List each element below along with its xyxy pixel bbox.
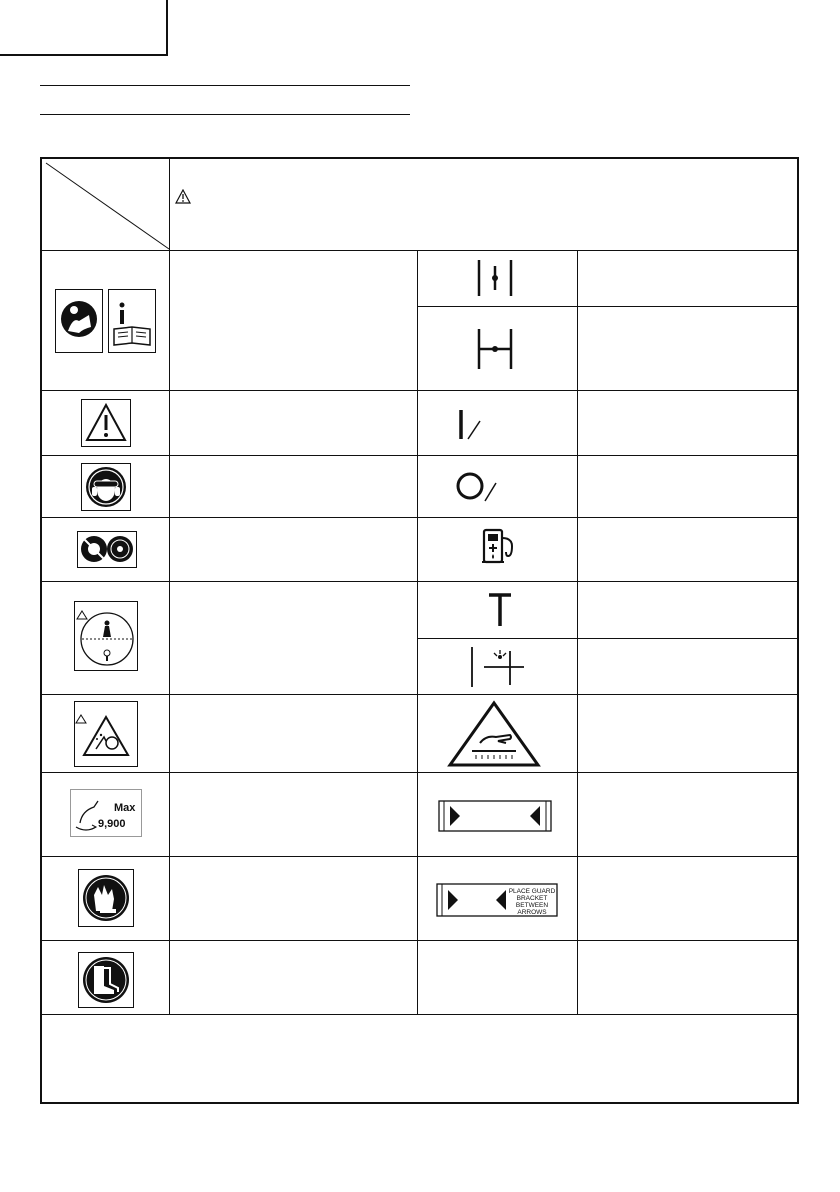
header-warning-icon — [175, 189, 191, 204]
sub-row-line — [417, 638, 799, 639]
read-manual-icon — [55, 289, 103, 353]
guard-label-line-1: PLACE GUARD — [508, 888, 556, 895]
choke-open-icon — [475, 327, 515, 371]
thrown-objects-warning-icon — [74, 701, 138, 767]
t-icon — [486, 592, 514, 628]
sub-row-line — [417, 306, 799, 307]
row-line — [42, 940, 799, 941]
hot-surface-icon — [446, 699, 542, 769]
col-divider-1 — [169, 159, 170, 1014]
warning-triangle-icon — [81, 399, 131, 447]
row-line — [42, 1014, 799, 1015]
gloves-icon — [78, 869, 134, 927]
guard-label-line-4: ARROWS — [517, 909, 547, 916]
fuel-oil-mix-icon — [470, 645, 528, 689]
choke-closed-icon — [475, 258, 515, 298]
switch-on-icon — [458, 409, 484, 441]
guard-bracket-label-icon — [436, 883, 558, 917]
row-line — [42, 772, 799, 773]
row-line — [42, 250, 799, 251]
fuel-icon — [480, 528, 520, 564]
guard-label-line-2: BRACKET — [516, 895, 548, 902]
max-speed-icon — [70, 789, 142, 837]
header-diagonal — [42, 159, 170, 251]
guard-position-icon — [438, 800, 552, 832]
eye-ear-protection-icon — [81, 463, 131, 511]
title-rule-bottom — [40, 114, 410, 115]
col-divider-2 — [417, 250, 418, 1014]
col-divider-3 — [577, 250, 578, 1014]
bystander-distance-icon — [74, 601, 138, 671]
info-manual-icon — [108, 289, 156, 353]
row-line — [42, 694, 799, 695]
row-line — [42, 390, 799, 391]
boots-icon — [78, 952, 134, 1008]
row-line — [42, 581, 799, 582]
title-rule-top — [40, 85, 410, 86]
max-speed-value: 9,900 — [98, 818, 126, 830]
row-line — [42, 517, 799, 518]
no-saw-blade-icon — [77, 531, 137, 568]
max-speed-title: Max — [114, 802, 136, 814]
row-line — [42, 856, 799, 857]
switch-off-icon — [456, 469, 500, 505]
guard-label-line-3: BETWEEN — [515, 902, 549, 909]
page-tab-box — [0, 0, 168, 56]
row-line — [42, 455, 799, 456]
symbols-table — [40, 157, 799, 1104]
